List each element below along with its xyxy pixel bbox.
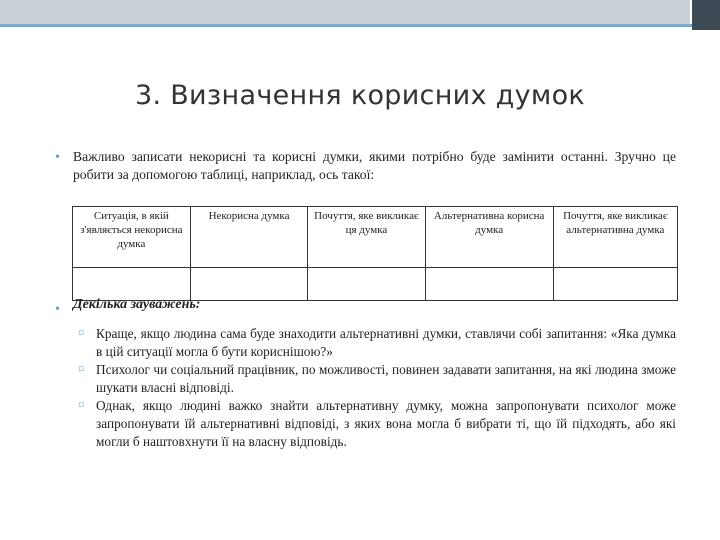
intro-paragraph: Важливо записати некорисні та корисні думки, якими потрібно буде замінити останні. Зручно це робити за допомогою таблиці, наприклад, ось такої: — [73, 149, 676, 182]
table-header-cell: Некорисна думка — [190, 207, 308, 268]
remark-item: Однак, якщо людині важко знайти альтернативну думку, можна запропонувати психолог може запропонувати їй альтернативні відповіді, з яких вона могла б вибрати ті, що їй підходять, або які могли б наштовхнути її на власну відповідь. — [96, 398, 676, 449]
table-header-cell: Почуття, яке викликає альтернативна думка — [553, 207, 677, 268]
table-cell — [190, 268, 308, 301]
header-gray-bar — [0, 0, 690, 24]
sub-bullet-marker: ▫ — [78, 364, 85, 374]
table-row — [73, 268, 678, 301]
table-cell — [553, 268, 677, 301]
sub-bullet-marker: ▫ — [78, 400, 85, 410]
sub-bullet-marker: ▫ — [78, 328, 85, 338]
thoughts-table — [72, 206, 678, 301]
slide-title: 3. Визначення корисних думок — [134, 80, 586, 111]
remark-item: Психолог чи соціальний працівник, по можливості, повинен задавати запитання, на які людина зможе шукати власні відповіді. — [96, 362, 676, 395]
header-corner-block — [692, 0, 720, 30]
table-cell — [73, 268, 191, 301]
remarks-heading: Декілька зауважень: — [73, 297, 201, 312]
table-header-cell: Ситуація, в якій з'являється некорисна думка — [73, 207, 191, 268]
table-header-cell: Почуття, яке викликає ця думка — [308, 207, 425, 268]
header-band — [0, 0, 720, 30]
header-accent-line — [0, 24, 692, 27]
table-header-row — [73, 207, 678, 268]
table-cell — [425, 268, 553, 301]
remark-item: Краще, якщо людина сама буде знаходити альтернативні думки, ставлячи собі запитання: «Яка думка в цій ситуації могла б бути кориснішою?» — [96, 326, 676, 359]
table-cell — [308, 268, 425, 301]
bullet-marker: • — [54, 150, 62, 164]
table-header-cell: Альтернативна корисна думка — [425, 207, 553, 268]
bullet-marker: • — [54, 302, 62, 316]
